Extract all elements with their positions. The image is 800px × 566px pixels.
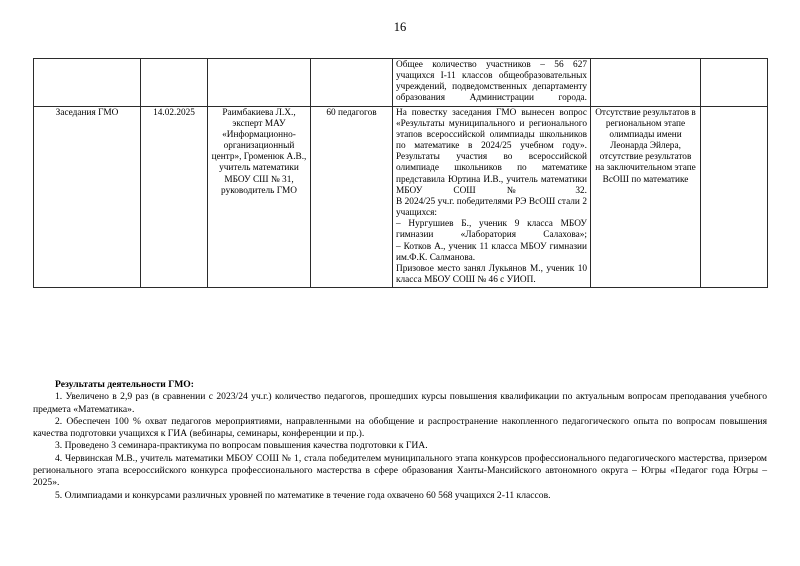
result-item: 4. Червинская М.В., учитель математики МБОУ СОШ № 1, стала победителем муниципального этапа конкурсов профессионального педагогического мастерства, призером регионального этапа всероссийского конкурса профессионального мастерства в сфере образования Ханты-Мансийского автономного округа – Югры «Педагог года Югры – 2025». — [33, 452, 767, 489]
cell-responsible — [208, 59, 311, 107]
cell-participants: 60 педагогов — [311, 106, 393, 288]
result-item: 1. Увеличено в 2,9 раз (в сравнении с 2023/24 уч.г.) количество педагогов, прошедших курсы повышения квалификации по актуальным вопросам преподавания учебного предмета «Математика». — [33, 391, 767, 415]
cell-extra — [701, 59, 768, 107]
cell-problems: Отсутствие результатов в региональном этапе олимпиады имени Леонарда Эйлера, отсутствие результатов на заключительном этапе ВсОШ по математике — [591, 106, 701, 288]
content-paragraph: – Нургушиев Б., ученик 9 класса МБОУ гимназии «Лаборатория Салахова»; — [396, 219, 587, 241]
content-paragraph: Призовое место занял Лукьянов М., ученик 10 класса МБОУ СОШ № 46 с УИОП. — [396, 263, 587, 285]
result-item: 5. Олимпиадами и конкурсами различных уровней по математике в течение года охвачено 60 568 учащихся 2-11 классов. — [55, 489, 551, 501]
cell-extra — [701, 106, 768, 288]
table-row — [34, 59, 768, 107]
cell-content — [393, 106, 591, 288]
result-item: 2. Обеспечен 100 % охват педагогов мероприятиями, направленными на обобщение и распространение накопленного педагогического опыта по вопросам повышения качества подготовки учащихся к ГИА (вебинары, семинары, конференции и пр.). — [33, 415, 767, 440]
cell-date — [141, 59, 208, 107]
activity-table — [33, 58, 768, 288]
content-paragraph: На повестку заседания ГМО вынесен вопрос «Результаты муниципального и регионального этапов всероссийской олимпиады школьников по математике в 2024/25 учебном году». Результаты участия во всероссийской олимпиаде школьников по математике представила Юртина И.В., учитель математики МБОУ СОШ № 32. — [396, 107, 587, 196]
cell-content: Общее количество участников – 56 627 учащихся I-11 классов общеобразовательных учреждений, подведомственных департаменту образования Администрации города. — [393, 59, 591, 107]
content-paragraph: В 2024/25 уч.г. победителями РЭ ВсОШ стали 2 учащихся: — [396, 196, 587, 219]
cell-responsible: Раимбакиева Л.Х., эксперт МАУ «Информационно-организационный центр», Громенюк А.В., учитель математики МБОУ СШ № 31, руководитель ГМО — [208, 106, 311, 288]
results-section — [33, 379, 767, 502]
cell-date: 14.02.2025 — [141, 106, 208, 288]
results-heading: Результаты деятельности ГМО: — [55, 379, 194, 390]
cell-event-name — [34, 59, 141, 107]
result-item: 3. Проведено 3 семинара-практикума по вопросам повышения качества подготовки к ГИА. — [55, 440, 428, 452]
page-number: 16 — [393, 20, 407, 34]
table-row — [34, 106, 768, 288]
cell-problems — [591, 59, 701, 107]
content-paragraph: – Котков А., ученик 11 класса МБОУ гимназии им.Ф.К. Салманова. — [396, 241, 587, 263]
cell-participants — [311, 59, 393, 107]
cell-event-name: Заседания ГМО — [34, 106, 141, 288]
